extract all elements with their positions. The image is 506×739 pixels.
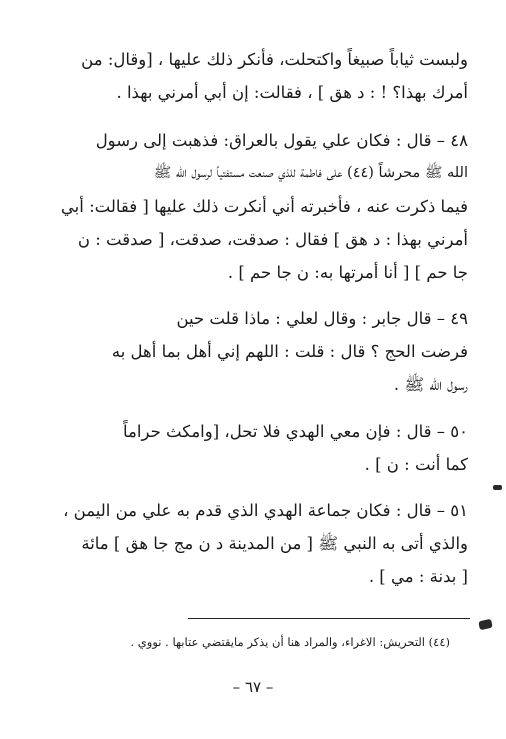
paragraph-51	[46, 494, 468, 593]
text-line: فيما ذكرت عنه ، فأخبرته أني أنكرت ذلك عليها [ فقالت: أبي	[60, 197, 468, 216]
text-line: أمرك بهذا؟ ! : د هق ] ، فقالت: إن أبي أمرني بهذا .	[116, 83, 468, 102]
text-line: ٤٨ – قال : فكان علي يقول بالعراق: فذهبت إلى رسول	[95, 131, 468, 150]
footnote-divider	[188, 618, 470, 619]
footnote-text: (٤٤) التحريش: الاغراء، والمراد هنا أن يذكر مايقتضي عتابها . نووي .	[130, 635, 450, 649]
text-line: ٥١ – قال : فكان جماعة الهدي الذي قدم به علي من اليمن ،	[63, 501, 468, 520]
text-line: ولبست ثياباً صبيغاً واكتحلت، فأنكر ذلك عليها ، [وقال: من	[81, 50, 468, 69]
text-line: [ بدنة : مي ] .	[368, 567, 468, 586]
text-line: ٤٩ – قال جابر : وقال لعلي : ماذا قلت حين	[176, 309, 468, 328]
paragraph-49	[46, 302, 468, 401]
text-line: ٥٠ – قال : فإن معي الهدي فلا تحل، [وامكث حراماً	[123, 422, 468, 441]
paragraph-intro	[46, 43, 468, 109]
text-line: فرضت الحج ؟ قال : قلت : اللهم إني أهل بما أهل به	[111, 342, 468, 361]
paragraph-48	[46, 124, 468, 289]
text-line: جا حم ] [ أنا أمرتها به: ن جا حم ] .	[227, 263, 468, 282]
text-line: رسول الله ﷺ .	[393, 375, 468, 394]
page-number: – ٦٧ –	[232, 678, 274, 696]
text-line: الله ﷺ محرشاً (٤٤) على فاطمة للذي صنعت مستفتياً لرسول الله ﷺ	[153, 165, 468, 181]
text-line: كما أنت : ن ] .	[364, 455, 468, 474]
paragraph-50	[46, 415, 468, 481]
ink-smudge	[493, 485, 502, 490]
ink-smudge	[478, 619, 493, 631]
text-line: أمرني بهذا : د هق ] فقال : صدقت، صدقت، [ صدقت : ن	[77, 230, 468, 249]
text-line: والذي أتى به النبي ﷺ [ من المدينة د ن مج جا هق ] مائة	[81, 534, 468, 553]
